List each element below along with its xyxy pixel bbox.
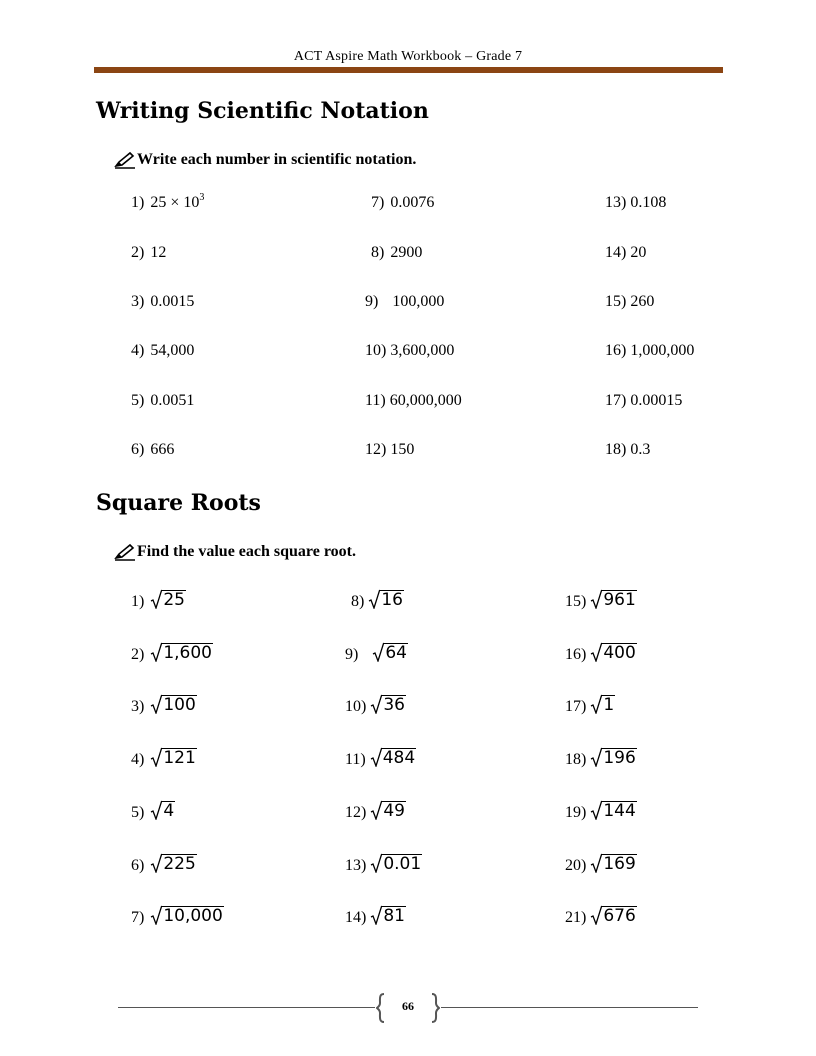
problem-number: 1) — [131, 593, 145, 610]
sci-problem-11 — [365, 391, 462, 411]
problem-number: 5) — [131, 392, 145, 409]
square-root-expression — [150, 799, 175, 821]
radical-sign-icon — [370, 694, 382, 714]
sqrt-problem-7 — [131, 904, 224, 928]
problem-number: 17) — [605, 392, 627, 409]
left-brace-icon — [376, 993, 386, 1023]
sqrt-problem-4 — [131, 746, 197, 770]
problem-number: 16) — [565, 646, 587, 663]
problem-value: 20 — [630, 244, 647, 261]
radical-sign-icon — [590, 800, 602, 820]
radical-sign-icon — [370, 747, 382, 767]
sqrt-problem-17 — [565, 693, 615, 717]
radical-sign-icon — [370, 800, 382, 820]
radical-sign-icon — [590, 589, 602, 609]
sci-problem-14 — [605, 243, 646, 263]
radical-sign-icon — [150, 747, 162, 767]
problem-value: 2900 — [390, 244, 423, 261]
radical-sign-icon — [590, 853, 602, 873]
square-root-expression — [370, 904, 406, 926]
square-root-expression — [590, 693, 615, 715]
problem-number: 15) — [565, 593, 587, 610]
problem-number: 18) — [605, 441, 627, 458]
instruction-scientific-notation — [114, 151, 416, 169]
problem-number: 11) — [365, 392, 386, 409]
radicand: 16 — [381, 590, 403, 610]
radicand: 1,600 — [163, 643, 212, 663]
square-root-expression — [370, 746, 416, 768]
square-root-expression — [590, 904, 636, 926]
problem-value: 260 — [630, 293, 655, 310]
problem-number: 19) — [565, 804, 587, 821]
sqrt-problem-6 — [131, 852, 197, 876]
section-title-square-roots: Square Roots — [96, 490, 261, 516]
sci-problem-5 — [131, 391, 194, 411]
page-number: 66 — [402, 999, 414, 1013]
problem-number: 6) — [131, 857, 145, 874]
radicand: 196 — [603, 748, 636, 768]
radicand: 81 — [383, 906, 405, 926]
problem-number: 10) — [345, 698, 367, 715]
radical-sign-icon — [590, 747, 602, 767]
problem-number: 17) — [565, 698, 587, 715]
sci-problem-4 — [131, 341, 194, 361]
square-root-expression — [370, 852, 422, 874]
problem-number: 12) — [345, 804, 367, 821]
sqrt-problem-18 — [565, 746, 637, 770]
pencil-icon — [114, 543, 136, 561]
problem-value: 3,600,000 — [390, 342, 455, 359]
sqrt-problem-19 — [565, 799, 637, 823]
radicand: 484 — [382, 748, 416, 768]
square-root-expression — [590, 852, 636, 874]
radicand: 1 — [603, 695, 615, 715]
radicand: 100 — [163, 695, 196, 715]
square-root-expression — [150, 693, 196, 715]
radical-sign-icon — [372, 642, 384, 662]
sci-problem-9 — [365, 292, 444, 312]
radicand: 10,000 — [163, 906, 223, 926]
problem-number: 8) — [371, 244, 385, 261]
problem-value: 666 — [150, 441, 175, 458]
radical-sign-icon — [150, 589, 162, 609]
sci-problem-3 — [131, 292, 194, 312]
sci-problem-1 — [131, 193, 204, 213]
problem-value: 0.0051 — [150, 392, 195, 409]
problem-value: 150 — [390, 441, 415, 458]
problem-number: 8) — [351, 593, 365, 610]
radicand: 169 — [603, 854, 636, 874]
square-root-expression — [368, 588, 404, 610]
sci-problem-12 — [365, 440, 414, 460]
square-root-expression — [370, 693, 406, 715]
sci-problem-13 — [605, 193, 666, 213]
radical-sign-icon — [368, 589, 380, 609]
radicand: 144 — [603, 801, 636, 821]
problem-number: 18) — [565, 751, 587, 768]
problem-number: 3) — [131, 698, 145, 715]
problem-number: 14) — [605, 244, 627, 261]
problem-value: 0.108 — [630, 194, 667, 211]
problem-number: 4) — [131, 342, 145, 359]
problem-number: 9) — [345, 646, 359, 663]
sci-problem-7 — [371, 193, 434, 213]
problem-value: 54,000 — [150, 342, 195, 359]
problem-number: 6) — [131, 441, 145, 458]
square-root-expression — [590, 799, 636, 821]
radical-sign-icon — [150, 853, 162, 873]
square-root-expression — [590, 641, 636, 663]
sqrt-problem-13 — [345, 852, 422, 876]
instruction-square-roots — [114, 543, 356, 561]
sqrt-problem-9 — [345, 641, 408, 665]
radical-sign-icon — [370, 905, 382, 925]
pencil-icon — [114, 151, 136, 169]
problem-number: 7) — [371, 194, 385, 211]
square-root-expression — [150, 852, 196, 874]
sqrt-problem-3 — [131, 693, 197, 717]
radicand: 64 — [385, 643, 407, 663]
radicand: 961 — [603, 590, 636, 610]
sqrt-problem-11 — [345, 746, 416, 770]
problem-value: 0.3 — [630, 441, 651, 458]
sqrt-problem-20 — [565, 852, 637, 876]
problem-exponent: 3 — [199, 192, 205, 203]
problem-value: 100,000 — [392, 293, 445, 310]
problem-number: 7) — [131, 909, 145, 926]
footer-rule-right — [441, 1007, 698, 1008]
sci-problem-2 — [131, 243, 166, 263]
radicand: 0.01 — [383, 854, 422, 874]
sqrt-problem-10 — [345, 693, 406, 717]
sqrt-problem-5 — [131, 799, 175, 823]
problem-number: 1) — [131, 194, 145, 211]
problem-number: 4) — [131, 751, 145, 768]
problem-value: 12 — [150, 244, 167, 261]
header-rule — [94, 67, 723, 73]
problem-number: 2) — [131, 646, 145, 663]
sqrt-problem-15 — [565, 588, 637, 612]
instruction-text: Find the value each square root. — [137, 543, 356, 560]
problem-number: 21) — [565, 909, 587, 926]
sci-problem-10 — [365, 341, 454, 361]
radical-sign-icon — [150, 694, 162, 714]
radical-sign-icon — [370, 853, 382, 873]
square-root-expression — [150, 641, 213, 663]
problem-number: 14) — [345, 909, 367, 926]
problem-number: 3) — [131, 293, 145, 310]
problem-value: 0.0076 — [390, 194, 435, 211]
sci-problem-16 — [605, 341, 694, 361]
radical-sign-icon — [150, 800, 162, 820]
instruction-text: Write each number in scientific notation. — [137, 151, 417, 168]
problem-base: 25 × 10 — [150, 194, 200, 211]
radicand: 36 — [383, 695, 405, 715]
problem-number: 16) — [605, 342, 627, 359]
problem-number: 12) — [365, 441, 387, 458]
radical-sign-icon — [150, 905, 162, 925]
sqrt-problem-1 — [131, 588, 186, 612]
problem-number: 15) — [605, 293, 627, 310]
radical-sign-icon — [590, 642, 602, 662]
problem-value: 60,000,000 — [389, 392, 462, 409]
problem-value: 0.00015 — [630, 392, 683, 409]
section-title-scientific-notation: Writing Scientific Notation — [96, 98, 429, 124]
problem-number: 10) — [365, 342, 387, 359]
problem-number: 5) — [131, 804, 145, 821]
sci-problem-17 — [605, 391, 682, 411]
sqrt-problem-2 — [131, 641, 213, 665]
radicand: 25 — [163, 590, 185, 610]
square-root-expression — [150, 588, 186, 610]
square-root-expression — [590, 588, 636, 610]
square-root-expression — [150, 904, 223, 926]
square-root-expression — [590, 746, 636, 768]
sci-problem-15 — [605, 292, 654, 312]
radicand: 49 — [383, 801, 405, 821]
radicand: 121 — [163, 748, 196, 768]
problem-number: 13) — [345, 857, 367, 874]
radical-sign-icon — [150, 642, 162, 662]
problem-number: 11) — [345, 751, 366, 768]
footer-rule-left — [118, 1007, 375, 1008]
sqrt-problem-8 — [351, 588, 404, 612]
sqrt-problem-14 — [345, 904, 406, 928]
running-header: ACT Aspire Math Workbook – Grade 7 — [293, 49, 523, 64]
sqrt-problem-16 — [565, 641, 637, 665]
radicand: 676 — [603, 906, 636, 926]
sci-problem-6 — [131, 440, 174, 460]
square-root-expression — [150, 746, 196, 768]
problem-value: 0.0015 — [150, 293, 195, 310]
radicand: 4 — [163, 801, 175, 821]
radical-sign-icon — [590, 694, 602, 714]
sqrt-problem-21 — [565, 904, 637, 928]
problem-number: 20) — [565, 857, 587, 874]
radicand: 225 — [163, 854, 196, 874]
square-root-expression — [370, 799, 406, 821]
problem-number: 2) — [131, 244, 145, 261]
sqrt-problem-12 — [345, 799, 406, 823]
sci-problem-8 — [371, 243, 422, 263]
sci-problem-18 — [605, 440, 650, 460]
problem-number: 9) — [365, 293, 379, 310]
right-brace-icon — [430, 993, 440, 1023]
problem-number: 13) — [605, 194, 627, 211]
radicand: 400 — [603, 643, 636, 663]
problem-value: 1,000,000 — [630, 342, 695, 359]
radical-sign-icon — [590, 905, 602, 925]
square-root-expression — [372, 641, 408, 663]
